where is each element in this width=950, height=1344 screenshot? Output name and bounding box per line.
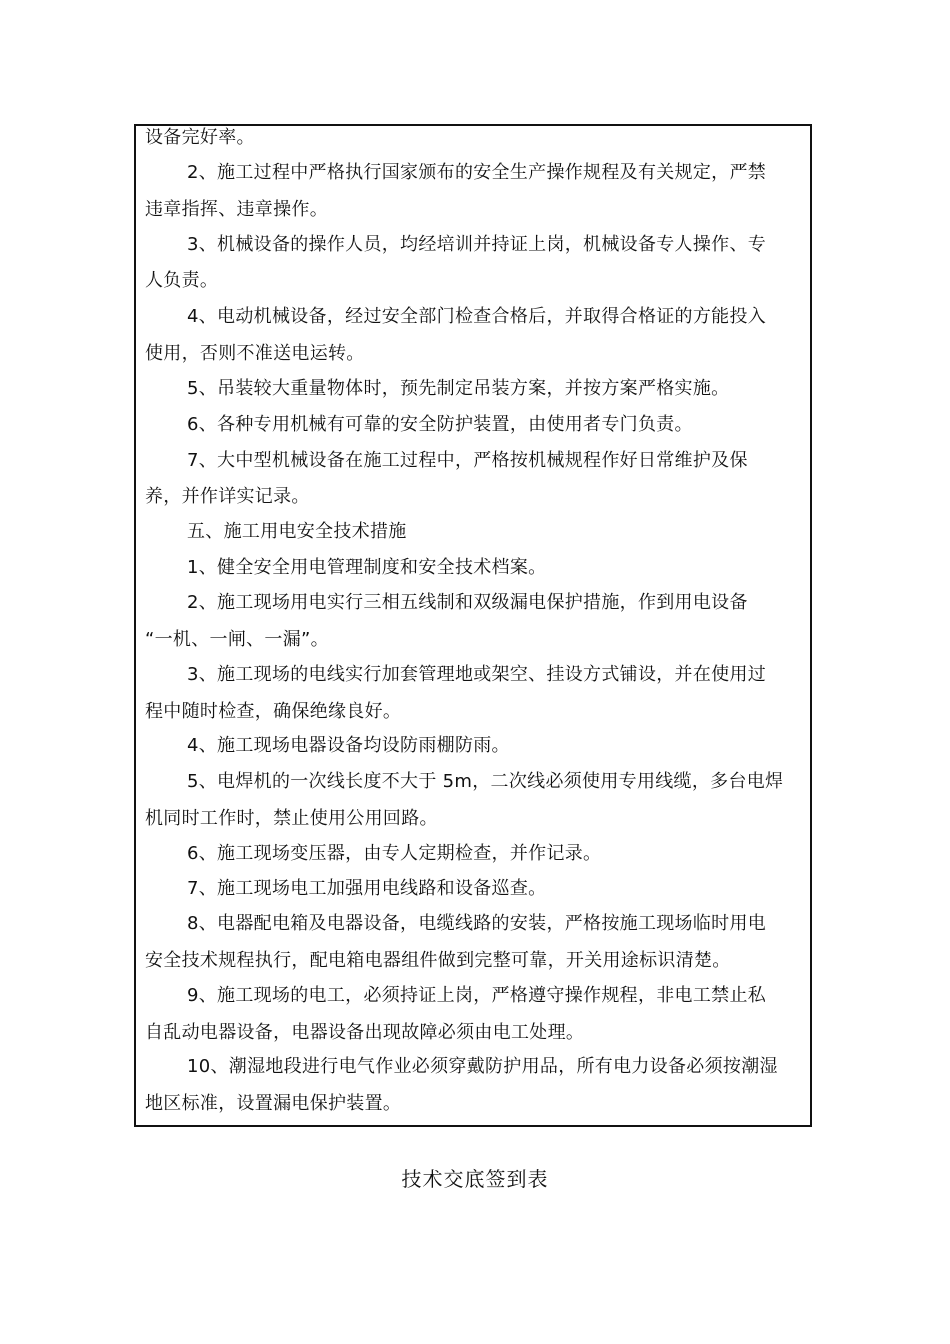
text-line: 违章指挥、违章操作。 — [145, 199, 328, 220]
document-frame — [134, 124, 812, 1127]
text-line: 3、机械设备的操作人员，均经培训并持证上岗，机械设备专人操作、专 — [187, 234, 767, 255]
text-line: 8、电器配电箱及电器设备，电缆线路的安装，严格按施工现场临时用电 — [187, 913, 767, 934]
text-line: 9、施工现场的电工，必须持证上岗，严格遵守操作规程，非电工禁止私 — [187, 985, 767, 1006]
text-line: 4、施工现场电器设备均设防雨棚防雨。 — [187, 735, 510, 756]
text-line: “一机、一闸、一漏”。 — [145, 629, 329, 650]
text-line: 2、施工过程中严格执行国家颁布的安全生产操作规程及有关规定，严禁 — [187, 162, 767, 183]
text-line: 4、电动机械设备，经过安全部门检查合格后，并取得合格证的方能投入 — [187, 306, 767, 327]
text-line: 自乱动电器设备，电器设备出现故障必须由电工处理。 — [145, 1022, 585, 1043]
text-line: 7、施工现场电工加强用电线路和设备巡查。 — [187, 878, 547, 899]
text-line: 5、吊装较大重量物体时，预先制定吊装方案，并按方案严格实施。 — [187, 378, 730, 399]
text-line: 人负责。 — [145, 270, 219, 291]
text-line: 地区标准，设置漏电保护装置。 — [145, 1093, 402, 1114]
text-line: 使用，否则不准送电运转。 — [145, 343, 365, 364]
text-line: 5、电焊机的一次线长度不大于 5m，二次线必须使用专用线缆，多台电焊 — [187, 771, 784, 792]
text-line: 1、健全安全用电管理制度和安全技术档案。 — [187, 557, 547, 578]
sign-in-sheet-title: 技术交底签到表 — [401, 1167, 549, 1191]
text-line: 机同时工作时，禁止使用公用回路。 — [145, 808, 438, 829]
text-line: 6、各种专用机械有可靠的安全防护装置，由使用者专门负责。 — [187, 414, 693, 435]
text-line: 安全技术规程执行，配电箱电器组件做到完整可靠，开关用途标识清楚。 — [145, 950, 731, 971]
section-heading: 五、施工用电安全技术措施 — [187, 521, 407, 542]
text-line: 10、潮湿地段进行电气作业必须穿戴防护用品，所有电力设备必须按潮湿 — [187, 1056, 778, 1077]
text-line: 3、施工现场的电线实行加套管理地或架空、挂设方式铺设，并在使用过 — [187, 664, 767, 685]
text-line: 养，并作详实记录。 — [145, 486, 310, 507]
text-line: 7、大中型机械设备在施工过程中，严格按机械规程作好日常维护及保 — [187, 450, 748, 471]
text-line: 2、施工现场用电实行三相五线制和双级漏电保护措施，作到用电设备 — [187, 592, 748, 613]
text-line: 6、施工现场变压器，由专人定期检查，并作记录。 — [187, 843, 602, 864]
text-line: 设备完好率。 — [145, 127, 255, 148]
text-line: 程中随时检查，确保绝缘良好。 — [145, 701, 402, 722]
